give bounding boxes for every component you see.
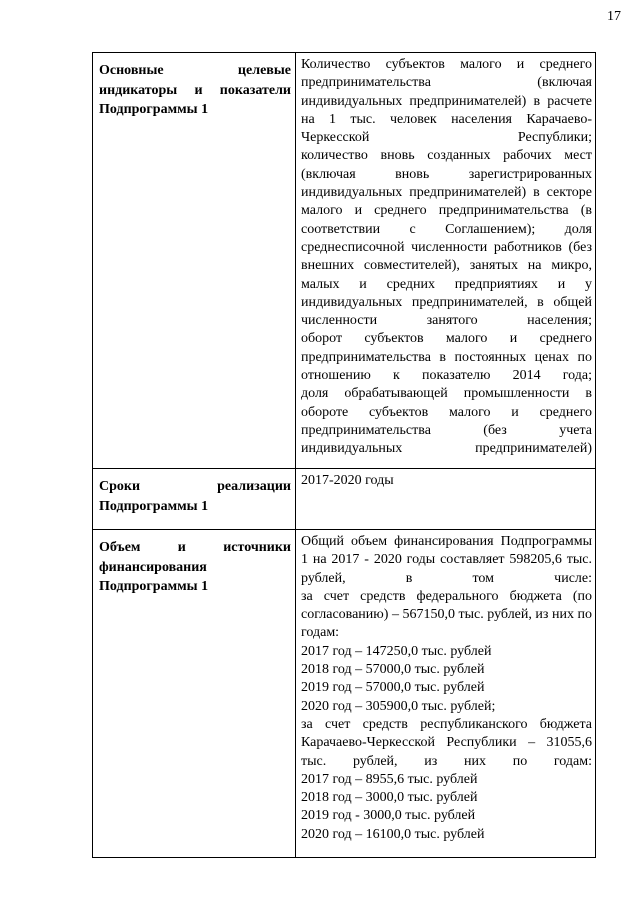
financing-item: Общий объем финансирования Подпрограммы 1 на 2017 - 2020 годы составляет 598205,6 тыс. рублей, в том числе: xyxy=(301,534,592,586)
table-row-financing xyxy=(93,530,596,858)
timeline-label: Сроки реализации Подпрограммы 1 xyxy=(99,479,291,514)
financing-year: 2017 год – 147250,0 тыс. рублей xyxy=(301,643,492,659)
financing-content xyxy=(301,533,592,844)
indicator-item: оборот субъектов малого и среднего предпринимательства в постоянных ценах по отношению к показателю 2014 года; xyxy=(301,331,592,384)
indicator-item: Количество субъектов малого и среднего предпринимательства (включая индивидуальных предпринимателей) в расчете на 1 тыс. человек населения Карачаево-Черкесской Республики; xyxy=(301,57,592,146)
financing-item: за счет средств республиканского бюджета Карачаево-Черкесской Республики – 31055,6 тыс. рублей, из них по годам: xyxy=(301,716,592,769)
financing-year: 2018 год – 57000,0 тыс. рублей xyxy=(301,662,485,678)
indicator-item: количество вновь созданных рабочих мест (включая вновь зарегистрированных индивидуальных предпринимателей) в секторе малого и среднего предпринимательства (в соответствии с Соглашением); доля среднесписочной численности работников (без внешних совместителей), занятых на микро, малых и средних предприятиях и у индивидуальных предпринимателей, в общей численности занятого населения; xyxy=(301,148,592,329)
indicators-label: Основные целевые индикаторы и показатели Подпрограммы 1 xyxy=(99,63,291,117)
financing-year: 2019 год – 57000,0 тыс. рублей xyxy=(301,680,485,696)
financing-label: Объем и источники финансирования Подпрограммы 1 xyxy=(99,540,291,594)
financing-year: 2017 год – 8955,6 тыс. рублей xyxy=(301,771,478,787)
label-cell xyxy=(93,530,296,858)
content-cell xyxy=(296,530,596,858)
content-cell xyxy=(296,53,596,469)
financing-item: за счет средств федерального бюджета (по согласованию) – 567150,0 тыс. рублей, из них по годам: xyxy=(301,588,592,641)
label-cell xyxy=(93,469,296,530)
indicators-content xyxy=(301,56,592,459)
content-cell xyxy=(296,469,596,530)
financing-year: 2020 год – 16100,0 тыс. рублей xyxy=(301,826,485,842)
table-row-indicators xyxy=(93,53,596,469)
indicator-item: доля обрабатывающей промышленности в обороте субъектов малого и среднего предпринимательства (без учета индивидуальных предпринимателей) xyxy=(301,386,592,457)
financing-year: 2019 год - 3000,0 тыс. рублей xyxy=(301,808,476,824)
timeline-content xyxy=(301,472,592,490)
table-row-timeline xyxy=(93,469,596,530)
financing-year: 2018 год – 3000,0 тыс. рублей xyxy=(301,790,478,806)
page-number: 17 xyxy=(607,9,621,24)
financing-year: 2020 год – 305900,0 тыс. рублей; xyxy=(301,698,496,714)
label-cell xyxy=(93,53,296,469)
timeline-value: 2017-2020 годы xyxy=(301,473,394,488)
program-passport-table xyxy=(92,52,596,858)
